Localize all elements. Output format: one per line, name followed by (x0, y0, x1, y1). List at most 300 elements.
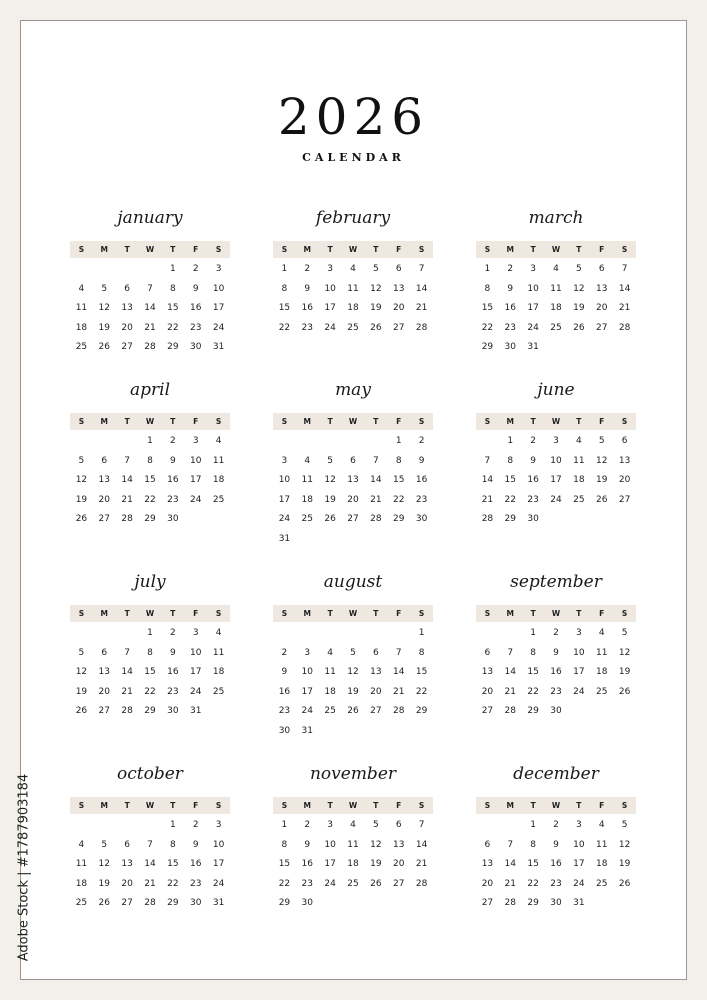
day-cell: 3 (575, 628, 582, 638)
day-cell: 7 (372, 455, 379, 466)
empty-cell (364, 624, 387, 644)
weekday-label: T (327, 609, 333, 618)
empty-cell (116, 432, 139, 452)
weekday-header (476, 605, 636, 622)
day-cell: 29 (144, 706, 156, 717)
day-cell: 30 (167, 514, 179, 525)
day-cell: 19 (370, 859, 382, 870)
weekday-label: W (145, 609, 155, 618)
weekday-label: W (348, 245, 358, 254)
weekday-label: M (100, 417, 108, 426)
day-cell: 26 (573, 322, 585, 333)
day-cell: 1 (169, 264, 176, 274)
day-cell: 7 (621, 264, 628, 274)
weekday-label: S (621, 801, 628, 810)
day-cell: 18 (573, 475, 585, 486)
day-cell: 19 (573, 303, 585, 314)
day-cell: 21 (618, 303, 631, 314)
day-cell: 17 (278, 494, 291, 505)
day-cell: 17 (189, 475, 202, 486)
weekday-label: M (303, 801, 311, 810)
day-cell: 22 (167, 322, 179, 333)
day-cell: 12 (75, 667, 88, 678)
day-cell: 27 (121, 898, 133, 909)
month-name: april (129, 380, 171, 400)
day-cell: 20 (98, 686, 110, 697)
day-cell: 4 (553, 264, 559, 274)
day-cell: 3 (215, 264, 222, 274)
day-cell: 30 (415, 514, 428, 525)
day-cell: 7 (147, 839, 153, 850)
day-cell: 3 (281, 455, 288, 466)
day-cell: 6 (124, 839, 130, 850)
day-cell: 10 (301, 667, 313, 678)
day-cell: 16 (301, 859, 313, 870)
day-cell: 22 (504, 494, 516, 505)
day-cell: 18 (212, 667, 225, 678)
weekday-label: S (281, 417, 288, 426)
day-cell: 22 (415, 686, 428, 697)
day-cell: 22 (167, 878, 179, 889)
weekday-label: F (599, 417, 605, 426)
month-grid (70, 413, 230, 530)
day-cell: 7 (418, 264, 425, 274)
month-name: november (309, 764, 397, 784)
day-cell: 4 (304, 455, 311, 466)
weekday-label: M (100, 245, 108, 254)
day-cell: 2 (281, 647, 288, 658)
weekday-header (476, 241, 636, 258)
day-cell: 11 (212, 647, 225, 658)
month-april (70, 375, 230, 530)
day-cell: 30 (301, 898, 313, 909)
day-cell: 19 (618, 667, 631, 678)
month-january (70, 203, 230, 358)
day-cell: 20 (392, 303, 405, 314)
day-cell: 8 (169, 839, 176, 850)
weekday-label: T (530, 417, 536, 426)
day-cell: 2 (530, 436, 536, 446)
day-cell: 27 (618, 494, 631, 505)
weekday-label: S (484, 801, 491, 810)
day-cell: 18 (212, 475, 225, 486)
weekday-label: M (506, 801, 514, 810)
day-cell: 1 (281, 264, 288, 274)
weekday-label: T (124, 245, 130, 254)
day-cell: 11 (324, 667, 336, 678)
empty-cell (476, 624, 499, 644)
day-cell: 8 (530, 647, 536, 658)
day-cell: 31 (212, 898, 225, 909)
day-cell: 25 (573, 494, 585, 505)
month-july (70, 567, 230, 722)
day-cell: 11 (550, 283, 562, 294)
day-cell: 16 (301, 303, 313, 314)
day-cell: 7 (418, 820, 425, 830)
day-cell: 29 (527, 706, 539, 717)
day-cell: 9 (169, 647, 176, 658)
day-cell: 4 (598, 628, 605, 638)
day-cell: 1 (507, 436, 514, 446)
day-cell: 19 (75, 494, 88, 505)
weekday-label: S (281, 801, 288, 810)
empty-cell (342, 432, 365, 452)
empty-cell (70, 432, 93, 452)
day-cell: 1 (484, 264, 491, 274)
day-cell: 2 (192, 264, 199, 274)
day-cell: 17 (189, 667, 202, 678)
day-cell: 8 (418, 647, 425, 658)
day-cell: 5 (372, 264, 379, 274)
empty-cell (116, 260, 139, 280)
month-grid (476, 797, 636, 914)
empty-cell (319, 432, 342, 452)
day-cell: 31 (189, 706, 202, 717)
day-cell: 15 (504, 475, 516, 486)
day-cell: 10 (189, 647, 202, 658)
day-cell: 26 (595, 494, 608, 505)
weekday-label: F (396, 245, 402, 254)
watermark-text: Adobe Stock | #1787903184 (16, 773, 32, 962)
day-cell: 14 (370, 475, 382, 486)
month-name: september (510, 572, 602, 592)
day-cell: 17 (212, 303, 225, 314)
day-cell: 23 (189, 322, 202, 333)
day-cell: 26 (347, 706, 359, 717)
weekday-header (70, 241, 230, 258)
day-cell: 8 (147, 455, 153, 466)
month-grid (476, 241, 636, 358)
day-cell: 14 (618, 283, 631, 294)
day-cell: 19 (75, 686, 88, 697)
month-grid (273, 797, 433, 914)
day-cell: 4 (598, 820, 605, 830)
day-cell: 3 (575, 820, 582, 830)
weekday-label: W (348, 609, 358, 618)
day-cell: 25 (324, 706, 336, 717)
day-cell: 27 (121, 342, 133, 353)
stock-watermark (14, 760, 32, 980)
day-cell: 25 (595, 686, 608, 697)
day-cell: 11 (212, 455, 225, 466)
day-cell: 22 (527, 878, 539, 889)
weekday-label: S (215, 609, 222, 618)
day-cell: 29 (167, 342, 179, 353)
day-cell: 19 (98, 322, 110, 333)
weekday-label: T (327, 417, 333, 426)
day-cell: 15 (167, 303, 179, 314)
day-cell: 30 (278, 725, 291, 736)
day-cell: 20 (347, 494, 359, 505)
days-grid (476, 432, 636, 530)
day-cell: 8 (484, 283, 491, 294)
day-cell: 20 (481, 686, 494, 697)
days-grid (70, 260, 230, 358)
day-cell: 4 (327, 647, 333, 658)
weekday-label: T (530, 245, 536, 254)
day-cell: 1 (395, 436, 402, 446)
day-cell: 10 (527, 283, 539, 294)
day-cell: 29 (504, 514, 516, 525)
weekday-label: T (124, 609, 130, 618)
weekday-label: S (418, 609, 425, 618)
weekday-label: F (193, 801, 199, 810)
day-cell: 12 (618, 647, 631, 658)
day-cell: 6 (124, 283, 130, 294)
empty-cell (342, 624, 365, 644)
day-cell: 31 (527, 342, 539, 353)
day-cell: 24 (573, 686, 585, 697)
day-cell: 15 (392, 475, 405, 486)
weekday-label: W (145, 417, 155, 426)
day-cell: 21 (392, 686, 405, 697)
day-cell: 5 (621, 628, 628, 638)
weekday-label: S (281, 609, 288, 618)
day-cell: 8 (395, 455, 402, 466)
weekday-label: S (484, 609, 491, 618)
day-cell: 25 (347, 322, 359, 333)
day-cell: 19 (98, 878, 110, 889)
day-cell: 23 (527, 494, 539, 505)
day-cell: 13 (370, 667, 382, 678)
day-cell: 19 (324, 494, 336, 505)
day-cell: 14 (392, 667, 405, 678)
day-cell: 21 (144, 878, 156, 889)
day-cell: 1 (147, 628, 153, 638)
day-cell: 25 (212, 494, 225, 505)
day-cell: 6 (350, 455, 356, 466)
day-cell: 7 (124, 455, 130, 466)
day-cell: 3 (530, 264, 536, 274)
day-cell: 2 (304, 820, 311, 830)
day-cell: 9 (192, 283, 199, 294)
day-cell: 5 (372, 820, 379, 830)
day-cell: 28 (415, 322, 428, 333)
day-cell: 23 (278, 706, 291, 717)
day-cell: 6 (484, 647, 491, 658)
month-name: june (537, 380, 575, 400)
day-cell: 26 (75, 514, 88, 525)
weekday-label: W (145, 245, 155, 254)
day-cell: 10 (324, 283, 336, 294)
day-cell: 2 (507, 264, 514, 274)
day-cell: 13 (121, 859, 133, 870)
weekday-label: F (193, 609, 199, 618)
weekday-label: T (124, 801, 130, 810)
day-cell: 7 (395, 647, 402, 658)
empty-cell (476, 816, 499, 836)
day-cell: 20 (98, 494, 110, 505)
day-cell: 27 (370, 706, 382, 717)
day-cell: 15 (527, 667, 539, 678)
weekday-label: W (551, 801, 561, 810)
day-cell: 16 (189, 859, 202, 870)
day-cell: 25 (550, 322, 562, 333)
day-cell: 23 (415, 494, 428, 505)
day-cell: 24 (189, 494, 202, 505)
day-cell: 30 (189, 342, 202, 353)
weekday-label: M (100, 609, 108, 618)
day-cell: 23 (504, 322, 516, 333)
day-cell: 23 (189, 878, 202, 889)
day-cell: 10 (212, 283, 225, 294)
day-cell: 3 (192, 436, 199, 446)
empty-cell (70, 624, 93, 644)
day-cell: 20 (121, 322, 133, 333)
day-cell: 14 (144, 859, 156, 870)
weekday-header (273, 605, 433, 622)
day-cell: 4 (575, 436, 582, 446)
day-cell: 20 (595, 303, 608, 314)
day-cell: 2 (192, 820, 199, 830)
weekday-label: T (373, 417, 379, 426)
weekday-label: T (576, 417, 582, 426)
days-grid (273, 624, 433, 742)
day-cell: 3 (553, 436, 559, 446)
day-cell: 11 (75, 303, 88, 314)
day-cell: 9 (304, 839, 311, 850)
day-cell: 15 (278, 859, 291, 870)
day-cell: 25 (301, 514, 313, 525)
day-cell: 4 (350, 264, 356, 274)
empty-cell (70, 816, 93, 836)
day-cell: 17 (324, 859, 336, 870)
day-cell: 30 (167, 706, 179, 717)
weekday-label: W (551, 417, 561, 426)
day-cell: 22 (481, 322, 494, 333)
weekday-label: T (170, 245, 176, 254)
day-cell: 18 (595, 667, 608, 678)
day-cell: 16 (504, 303, 516, 314)
day-cell: 7 (124, 647, 130, 658)
day-cell: 5 (621, 820, 628, 830)
day-cell: 22 (278, 878, 291, 889)
day-cell: 28 (481, 514, 494, 525)
day-cell: 28 (415, 878, 428, 889)
weekday-header (70, 413, 230, 430)
day-cell: 26 (618, 878, 631, 889)
day-cell: 28 (504, 898, 516, 909)
day-cell: 19 (370, 303, 382, 314)
day-cell: 8 (281, 839, 288, 850)
day-cell: 20 (370, 686, 382, 697)
weekday-label: M (506, 245, 514, 254)
day-cell: 21 (144, 322, 156, 333)
day-cell: 19 (595, 475, 608, 486)
day-cell: 17 (573, 859, 585, 870)
day-cell: 9 (418, 455, 425, 466)
day-cell: 11 (301, 475, 313, 486)
day-cell: 14 (504, 667, 516, 678)
day-cell: 24 (212, 322, 225, 333)
month-november (273, 759, 433, 914)
weekday-label: F (599, 245, 605, 254)
day-cell: 25 (595, 878, 608, 889)
day-cell: 9 (304, 283, 311, 294)
days-grid (476, 260, 636, 358)
day-cell: 14 (144, 303, 156, 314)
weekday-label: T (530, 801, 536, 810)
weekday-label: W (348, 801, 358, 810)
empty-cell (499, 624, 522, 644)
day-cell: 13 (98, 667, 110, 678)
empty-cell (116, 816, 139, 836)
day-cell: 18 (75, 878, 88, 889)
day-cell: 26 (98, 342, 110, 353)
day-cell: 23 (550, 686, 562, 697)
day-cell: 27 (392, 322, 405, 333)
day-cell: 10 (324, 839, 336, 850)
day-cell: 6 (484, 839, 491, 850)
page-title: 2026 (277, 88, 430, 146)
weekday-label: S (484, 245, 491, 254)
day-cell: 12 (573, 283, 585, 294)
weekday-header (70, 797, 230, 814)
day-cell: 10 (278, 475, 291, 486)
month-august (273, 567, 433, 742)
empty-cell (93, 816, 116, 836)
day-cell: 18 (347, 303, 359, 314)
day-cell: 14 (504, 859, 516, 870)
empty-cell (93, 432, 116, 452)
month-october (70, 759, 230, 914)
month-name: may (335, 380, 371, 400)
day-cell: 25 (347, 878, 359, 889)
weekday-label: F (599, 801, 605, 810)
day-cell: 2 (553, 820, 559, 830)
day-cell: 8 (169, 283, 176, 294)
month-grid (476, 605, 636, 722)
day-cell: 11 (75, 859, 88, 870)
weekday-label: S (621, 245, 628, 254)
day-cell: 23 (301, 322, 313, 333)
day-cell: 21 (121, 686, 133, 697)
day-cell: 17 (550, 475, 562, 486)
weekday-label: T (373, 245, 379, 254)
empty-cell (93, 624, 116, 644)
day-cell: 29 (167, 898, 179, 909)
day-cell: 28 (144, 342, 156, 353)
month-name: january (117, 208, 183, 228)
day-cell: 27 (481, 898, 494, 909)
weekday-label: S (78, 801, 85, 810)
day-cell: 18 (595, 859, 608, 870)
weekday-label: M (506, 417, 514, 426)
day-cell: 26 (370, 322, 382, 333)
day-cell: 10 (189, 455, 202, 466)
day-cell: 26 (324, 514, 336, 525)
weekday-label: S (215, 245, 222, 254)
day-cell: 31 (212, 342, 225, 353)
day-cell: 24 (573, 878, 585, 889)
weekday-label: T (373, 609, 379, 618)
day-cell: 5 (101, 283, 108, 294)
day-cell: 22 (527, 686, 539, 697)
page-subtitle: CALENDAR (302, 151, 405, 164)
weekday-label: S (215, 801, 222, 810)
day-cell: 28 (392, 706, 405, 717)
day-cell: 28 (370, 514, 382, 525)
day-cell: 2 (418, 436, 425, 446)
day-cell: 18 (301, 494, 313, 505)
weekday-label: T (530, 609, 536, 618)
day-cell: 21 (370, 494, 382, 505)
day-cell: 16 (415, 475, 428, 486)
day-cell: 25 (75, 342, 88, 353)
day-cell: 20 (392, 859, 405, 870)
day-cell: 6 (598, 264, 605, 274)
weekday-header (476, 797, 636, 814)
